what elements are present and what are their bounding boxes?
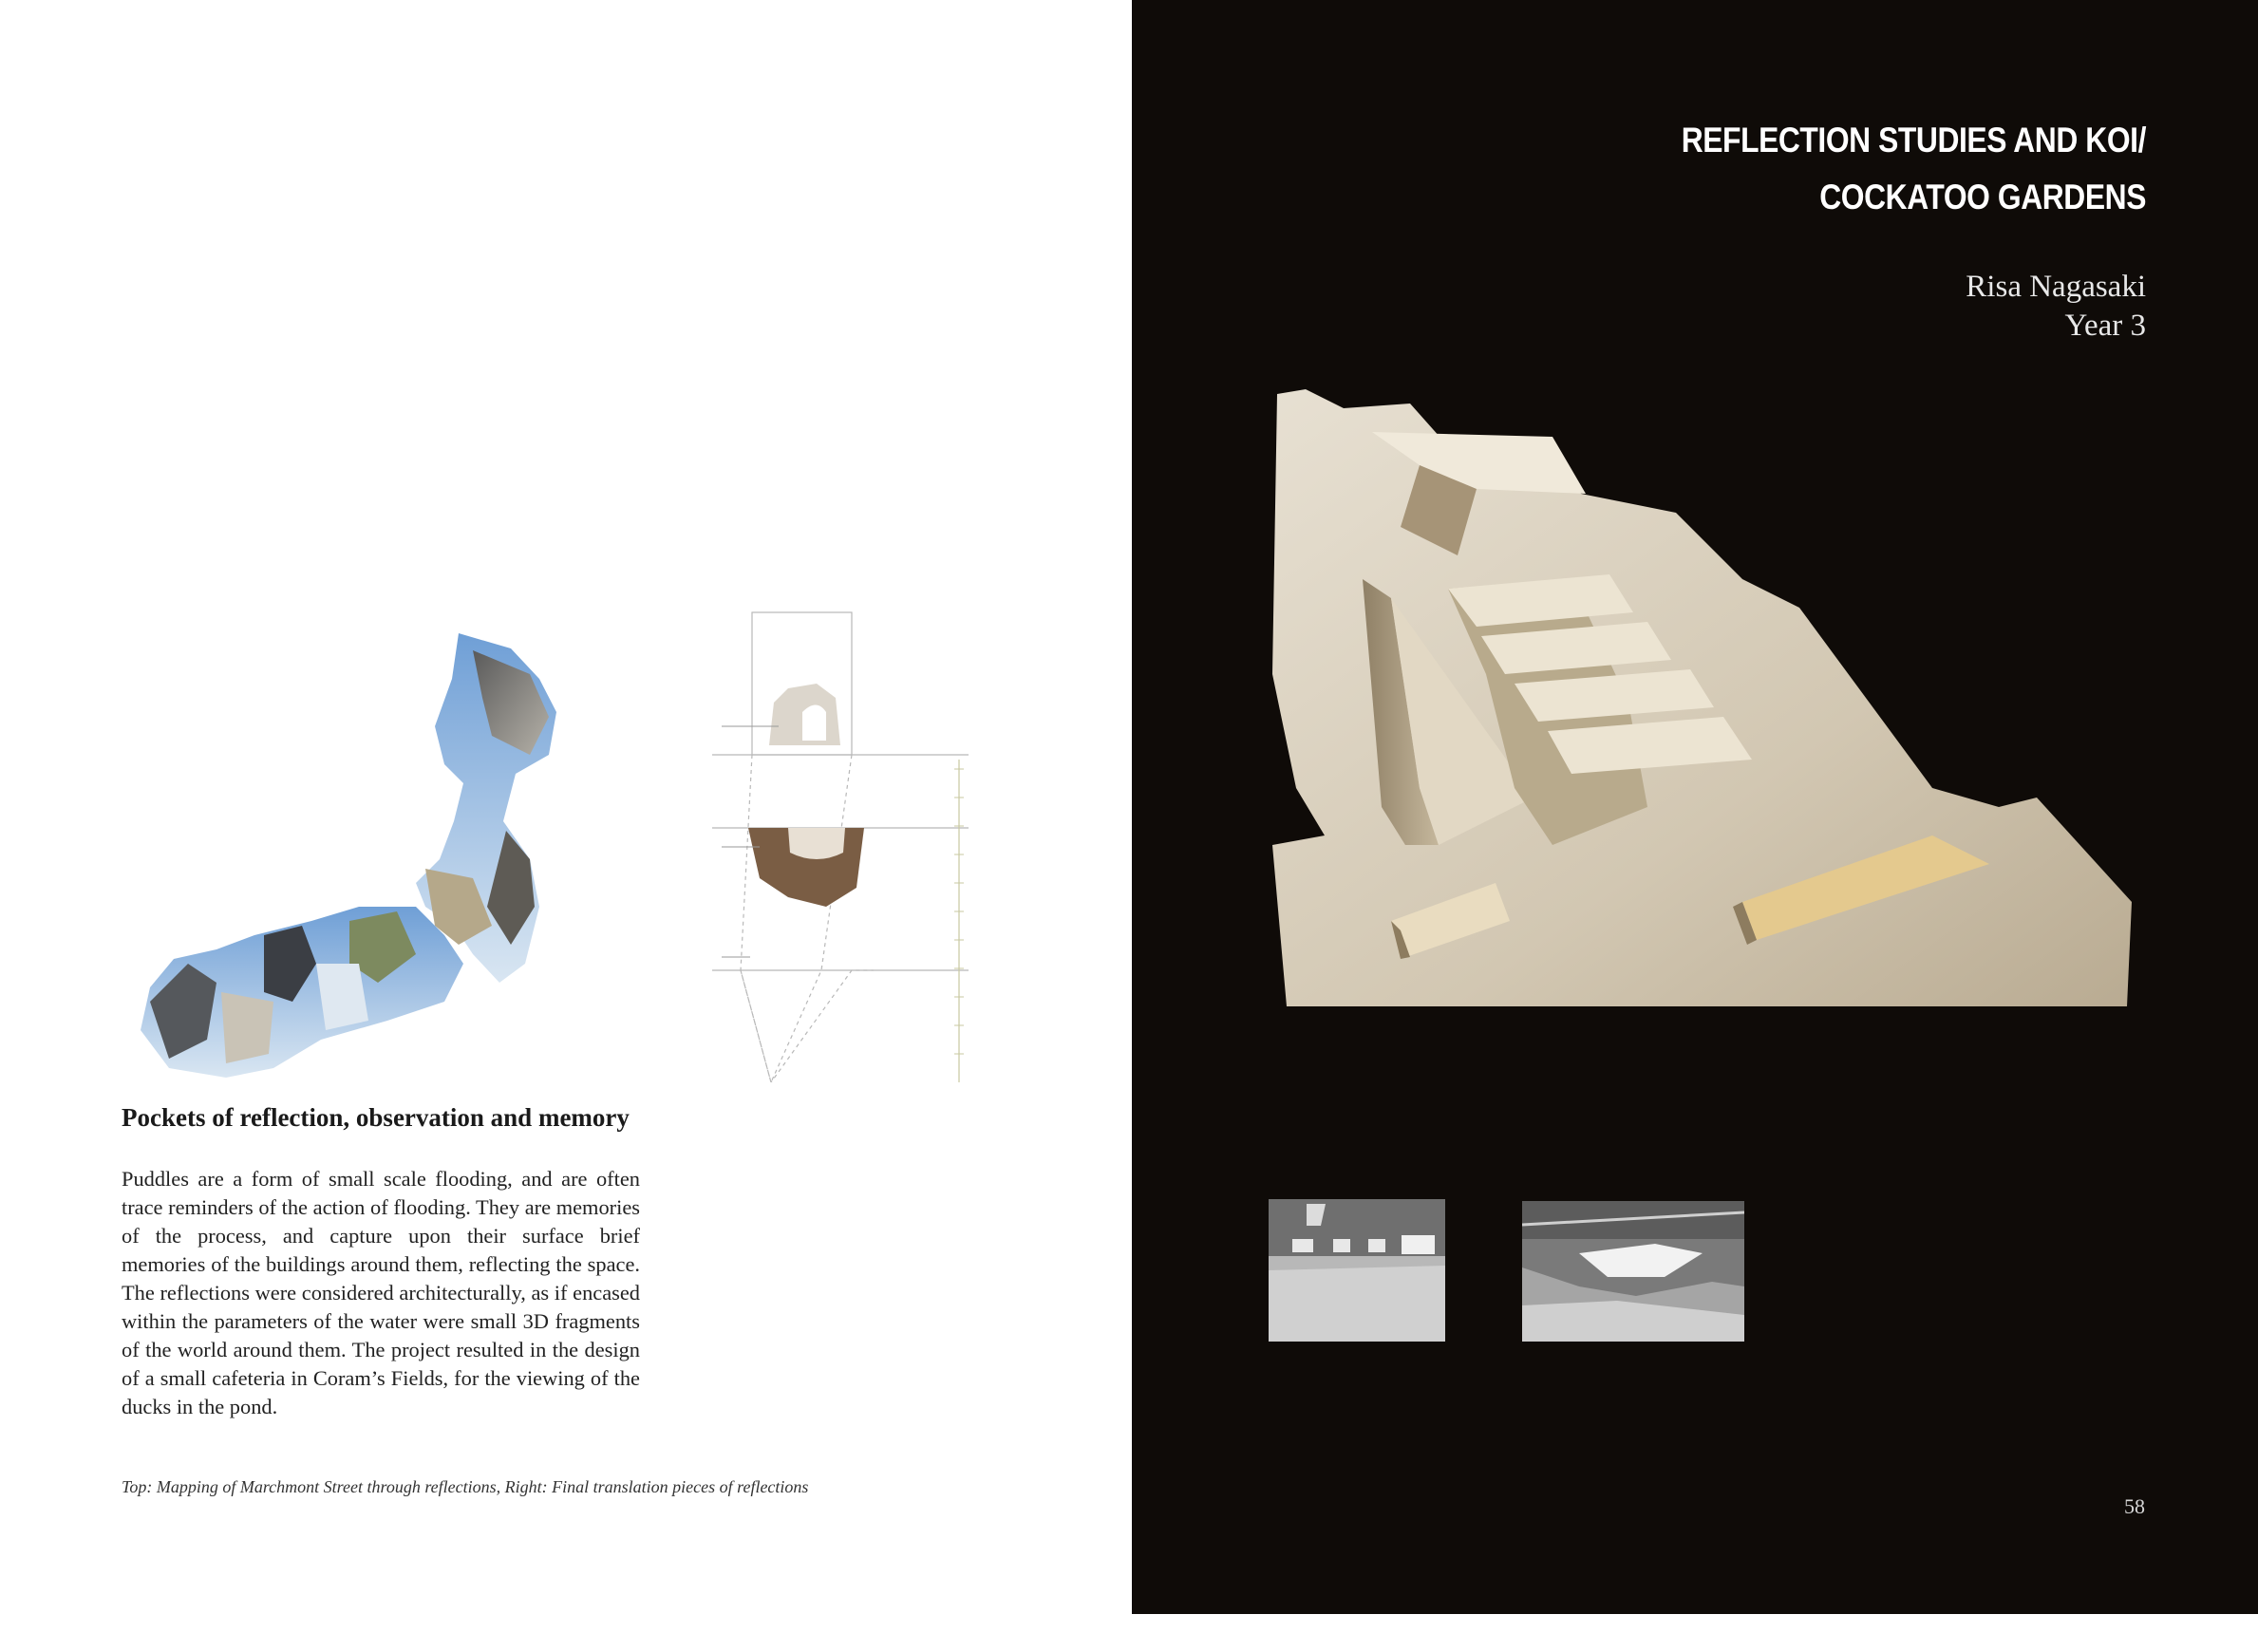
figure-caption: Top: Mapping of Marchmont Street through reflections, Right: Final translation pieces of reflections — [122, 1477, 809, 1496]
title-line-1: REFLECTION STUDIES AND KOI/ — [1681, 121, 2146, 160]
year-label: Year 3 — [2064, 309, 2146, 343]
model-photo-main — [1268, 389, 2132, 1006]
page-bottom-edge — [1132, 1614, 2258, 1652]
reflection-collage-image — [131, 622, 577, 1078]
section-drawing-image — [684, 608, 997, 1082]
model-photo-thumbnail-2 — [1522, 1201, 1744, 1342]
title-line-2: COCKATOO GARDENS — [1819, 178, 2146, 216]
model-photo-thumbnail-1 — [1269, 1199, 1445, 1342]
section-heading: Pockets of reflection, observation and memory — [122, 1103, 630, 1132]
author-name: Risa Nagasaki — [1966, 270, 2146, 304]
page-title — [1493, 112, 2146, 226]
page-number: 58 — [2124, 1494, 2145, 1518]
body-paragraph: Puddles are a form of small scale flooding, and are often trace reminders of the action of flooding. They are memories of the process, and capture upon their surface brief memories of the buildings around them, reflecting the space. The reflections were considered architecturally, as if encased within the parameters of the water were small 3D fragments of the world around them. The project resulted in the design of a small cafeteria in Coram’s Fields, for the viewing of the ducks in the pond. — [122, 1167, 640, 1418]
